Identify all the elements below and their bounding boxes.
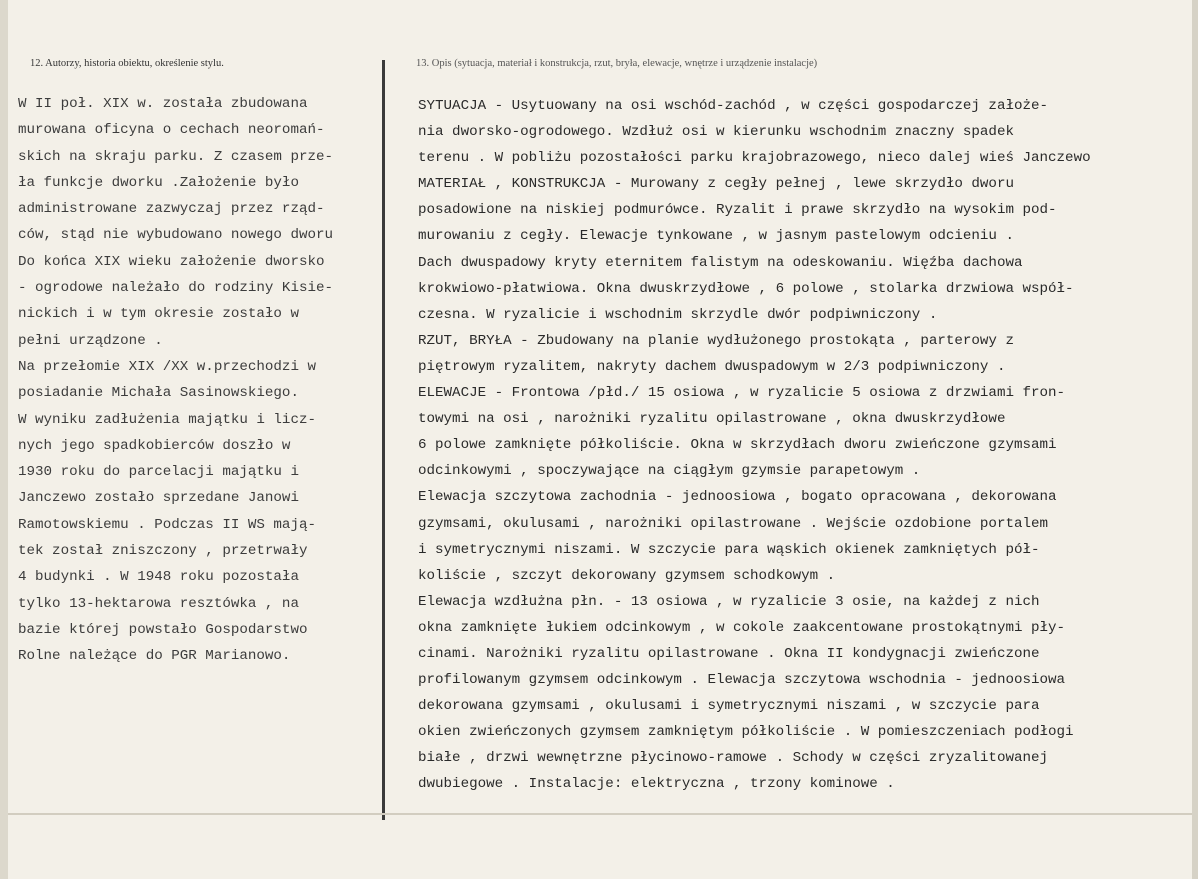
text-line: nych jego spadkobierców doszło w	[18, 437, 291, 454]
paper-fold-line	[8, 813, 1192, 815]
text-line: RZUT, BRYŁA - Zbudowany na planie wydłużonego prostokąta , parterowy z	[418, 332, 1014, 349]
text-line: skich na skraju parku. Z czasem prze-	[18, 148, 334, 165]
text-line: profilowanym gzymsem odcinkowym . Elewacja szczytowa wschodnia - jednoosiowa	[418, 672, 1066, 689]
text-line: nia dworsko-ogrodowego. Wzdłuż osi w kierunku wschodnim znaczny spadek	[418, 124, 1014, 141]
text-line: administrowane zazwyczaj przez rząd-	[18, 201, 325, 218]
text-line: Ramotowskiemu . Podczas II WS mają-	[18, 516, 316, 533]
history-text-column	[18, 91, 390, 670]
text-line: Na przełomie XIX /XX w.przechodzi w	[18, 358, 316, 375]
text-line: murowaniu z cegły. Elewacje tynkowane , w jasnym pastelowym odcieniu .	[418, 228, 1014, 245]
text-line: terenu . W pobliżu pozostałości parku krajobrazowego, nieco dalej wieś Janczewo	[418, 150, 1091, 167]
text-line: ców, stąd nie wybudowano nowego dworu	[18, 227, 334, 244]
text-line: W wyniku zadłużenia majątku i licz-	[18, 411, 316, 428]
text-line: 6 polowe zamknięte półkoliście. Okna w skrzydłach dworu zwieńczone gzymsami	[418, 437, 1057, 454]
text-line: - ogrodowe należało do rodziny Kisie-	[18, 280, 334, 297]
text-line: okna zamknięte łukiem odcinkowym , w cokole zaakcentowane prostokątnymi pły-	[418, 619, 1066, 636]
text-line: W II poł. XIX w. została zbudowana	[18, 96, 308, 112]
text-line: dwubiegowe . Instalacje: elektryczna , trzony kominowe .	[418, 776, 895, 793]
text-line: krokwiowo-płatwiowa. Okna dwuskrzydłowe , 6 polowe , stolarka drzwiowa współ-	[418, 280, 1074, 297]
text-line: białe , drzwi wewnętrzne płycinowo-ramowe . Schody w części zryzalitowanej	[418, 750, 1049, 767]
text-line: gzymsami, okulusami , narożniki opilastrowane . Wejście ozdobione portalem	[418, 515, 1049, 532]
text-line: cinami. Narożniki ryzalitu opilastrowane . Okna II kondygnacji zwieńczone	[418, 645, 1040, 662]
text-line: SYTUACJA - Usytuowany na osi wschód-zachód , w części gospodarczej założe-	[418, 98, 1049, 114]
text-line: czesna. W ryzalicie i wschodnim skrzydle dwór podpiwniczony .	[418, 306, 938, 323]
text-line: MATERIAŁ , KONSTRUKCJA - Murowany z cegły pełnej , lewe skrzydło dworu	[418, 176, 1014, 193]
text-line: ła funkcje dworku .Założenie było	[18, 174, 299, 191]
text-line: Rolne należące do PGR Marianowo.	[18, 648, 291, 665]
text-line: posiadanie Michała Sasinowskiego.	[18, 385, 299, 402]
text-line: piętrowym ryzalitem, nakryty dachem dwuspadowym w 2/3 podpiwniczony .	[418, 358, 1006, 375]
text-line: i symetrycznymi niszami. W szczycie para wąskich okienek zamkniętych pół-	[418, 541, 1040, 558]
text-line: koliście , szczyt dekorowany gzymsem schodkowym .	[418, 567, 836, 584]
text-line: odcinkowymi , spoczywające na ciągłym gzymsie parapetowym .	[418, 463, 921, 480]
text-line: pełni urządzone .	[18, 332, 163, 349]
text-line: ELEWACJE - Frontowa /płd./ 15 osiowa , w ryzalicie 5 osiowa z drzwiami fron-	[418, 385, 1066, 402]
text-line: dekorowana gzymsami , okulusami i symetrycznymi niszami , w szczycie para	[418, 698, 1040, 715]
text-line: bazie której powstało Gospodarstwo	[18, 621, 308, 638]
text-line: 1930 roku do parcelacji majątku i	[18, 464, 299, 481]
text-line: okien zwieńczonych gzymsem zamkniętym półkoliście . W pomieszczeniach podłogi	[418, 724, 1074, 741]
text-line: Elewacja wzdłużna płn. - 13 osiowa , w ryzalicie 3 osie, na każdej z nich	[418, 593, 1040, 610]
text-line: Elewacja szczytowa zachodnia - jednoosiowa , bogato opracowana , dekorowana	[418, 489, 1057, 506]
text-line: posadowione na niskiej podmurówce. Ryzalit i prawe skrzydło na wysokim pod-	[418, 202, 1057, 219]
description-text-column	[418, 93, 1198, 798]
text-line: Dach dwuspadowy kryty eternitem falistym na odeskowaniu. Więźba dachowa	[418, 254, 1023, 271]
right-column-heading: 13. Opis (sytuacja, materiał i konstrukcja, rzut, bryła, elewacje, wnętrze i urządzenie instalacje)	[416, 58, 818, 69]
text-line: tek został zniszczony , przetrwały	[18, 543, 308, 560]
text-line: Do końca XIX wieku założenie dworsko	[18, 253, 325, 270]
text-line: tylko 13-hektarowa resztówka , na	[18, 595, 299, 612]
text-line: murowana oficyna o cechach neoromań-	[18, 122, 325, 139]
left-column-heading: 12. Autorzy, historia obiektu, określenie stylu.	[30, 58, 224, 69]
text-line: nickich i w tym okresie zostało w	[18, 306, 299, 323]
text-line: towymi na osi , narożniki ryzalitu opilastrowane , okna dwuskrzydłowe	[418, 411, 1006, 428]
text-line: 4 budynki . W 1948 roku pozostała	[18, 569, 299, 586]
text-line: Janczewo zostało sprzedane Janowi	[18, 490, 299, 507]
